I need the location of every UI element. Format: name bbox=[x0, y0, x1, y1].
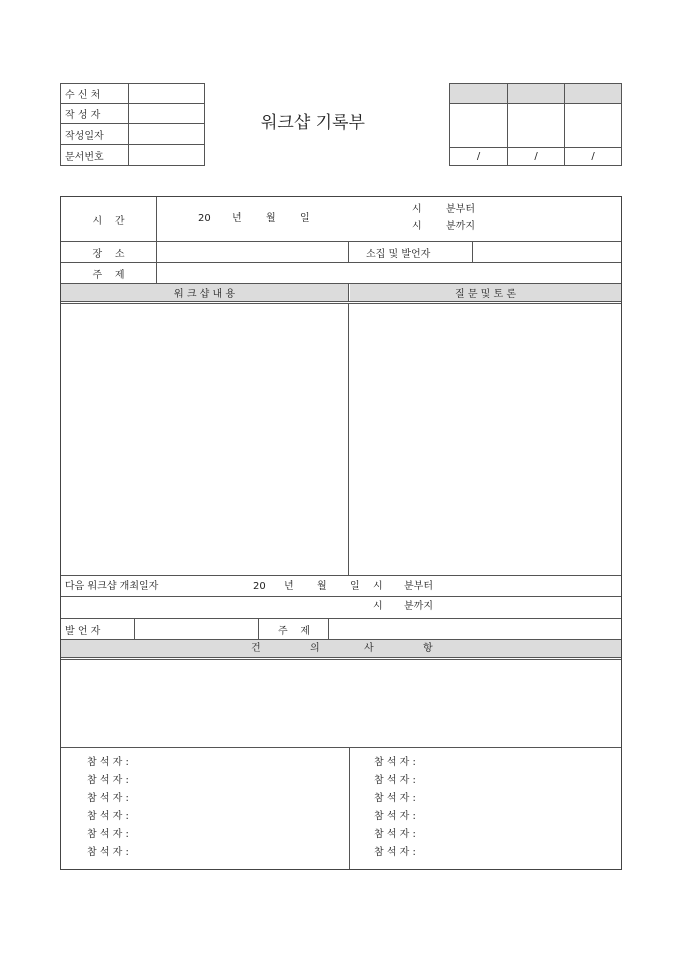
topic-label: 주 제 bbox=[61, 263, 157, 283]
workshop-content-area[interactable] bbox=[61, 304, 349, 575]
row-divider bbox=[61, 575, 621, 576]
suggestions-header-char-3: 사 bbox=[364, 643, 374, 654]
approval-sign-box-1[interactable] bbox=[450, 105, 507, 147]
time-year-unit: 년 bbox=[232, 213, 242, 224]
content-header: 워 크 샵 내 용 bbox=[61, 284, 349, 301]
topic-field[interactable] bbox=[158, 263, 621, 283]
time-from-hour: 시 bbox=[412, 204, 422, 215]
attendee-right-6: 참 석 자 : bbox=[374, 847, 416, 858]
document-title: 워크샵 기록부 bbox=[261, 113, 365, 133]
next-day-unit: 일 bbox=[350, 581, 360, 592]
qa-content-area[interactable] bbox=[350, 304, 621, 575]
place-field[interactable] bbox=[158, 242, 349, 262]
header-info-table bbox=[60, 83, 205, 166]
time-label: 시 간 bbox=[61, 197, 157, 241]
attendee-right-2: 참 석 자 : bbox=[374, 775, 416, 786]
next-year-unit: 년 bbox=[284, 581, 294, 592]
next-to-min: 분까지 bbox=[404, 601, 433, 612]
suggestions-header-char-1: 건 bbox=[251, 643, 261, 654]
time-day-unit: 일 bbox=[300, 213, 310, 224]
main-form bbox=[60, 196, 622, 870]
attendee-left-6: 참 석 자 : bbox=[87, 847, 129, 858]
time-year-value: 20 bbox=[198, 213, 211, 224]
next-to-hour: 시 bbox=[373, 601, 383, 612]
attendee-left-3: 참 석 자 : bbox=[87, 793, 129, 804]
qa-header: 질 문 및 토 론 bbox=[350, 284, 621, 301]
row-divider bbox=[61, 747, 621, 748]
subject-label: 주 제 bbox=[260, 619, 329, 639]
row-divider bbox=[61, 596, 621, 597]
author-label: 작 성 자 bbox=[61, 104, 128, 124]
written-date-field[interactable] bbox=[129, 124, 204, 145]
approval-table bbox=[449, 83, 622, 166]
suggestions-area[interactable] bbox=[61, 660, 621, 747]
time-to-min: 분까지 bbox=[446, 221, 475, 232]
attendee-left-5: 참 석 자 : bbox=[87, 829, 129, 840]
attendee-left-2: 참 석 자 : bbox=[87, 775, 129, 786]
recipient-field[interactable] bbox=[129, 84, 204, 104]
attendee-right-3: 참 석 자 : bbox=[374, 793, 416, 804]
attendee-left-1: 참 석 자 : bbox=[87, 757, 129, 768]
speaker-field[interactable] bbox=[136, 619, 259, 639]
time-month-unit: 월 bbox=[266, 213, 276, 224]
attendee-right-1: 참 석 자 : bbox=[374, 757, 416, 768]
place-label: 장 소 bbox=[61, 242, 157, 262]
suggestions-header bbox=[61, 640, 621, 657]
document-number-label: 문서번호 bbox=[65, 151, 104, 163]
approval-date-slash-1[interactable]: / bbox=[476, 151, 481, 162]
time-from-min: 분부터 bbox=[446, 204, 475, 215]
approval-sign-box-3[interactable] bbox=[565, 105, 621, 147]
approval-sign-box-2[interactable] bbox=[508, 105, 564, 147]
approval-date-slash-3[interactable]: / bbox=[591, 151, 595, 162]
subject-field[interactable] bbox=[330, 619, 621, 639]
suggestions-header-char-4: 항 bbox=[423, 643, 433, 654]
next-from-hour: 시 bbox=[373, 581, 383, 592]
next-from-min: 분부터 bbox=[404, 581, 433, 592]
written-date-label: 작성일자 bbox=[61, 124, 128, 145]
next-year-value: 20 bbox=[253, 581, 266, 592]
next-month-unit: 월 bbox=[317, 581, 327, 592]
attendees-column-divider bbox=[349, 748, 350, 869]
speaker-label: 발 언 자 bbox=[61, 619, 135, 639]
author-field[interactable] bbox=[129, 104, 204, 124]
recipient-label: 수 신 처 bbox=[61, 84, 128, 104]
attendee-right-4: 참 석 자 : bbox=[374, 811, 416, 822]
host-label: 소집 및 발언자 bbox=[350, 242, 473, 262]
next-workshop-label: 다음 워크샵 개최일자 bbox=[65, 581, 159, 592]
approval-date-slash-2[interactable]: / bbox=[534, 151, 538, 162]
time-to-hour: 시 bbox=[412, 221, 422, 232]
attendee-right-5: 참 석 자 : bbox=[374, 829, 416, 840]
approval-header-row bbox=[450, 84, 621, 104]
suggestions-header-char-2: 의 bbox=[310, 643, 320, 654]
document-number-field[interactable] bbox=[129, 145, 204, 165]
attendee-left-4: 참 석 자 : bbox=[87, 811, 129, 822]
host-field[interactable] bbox=[474, 242, 621, 262]
